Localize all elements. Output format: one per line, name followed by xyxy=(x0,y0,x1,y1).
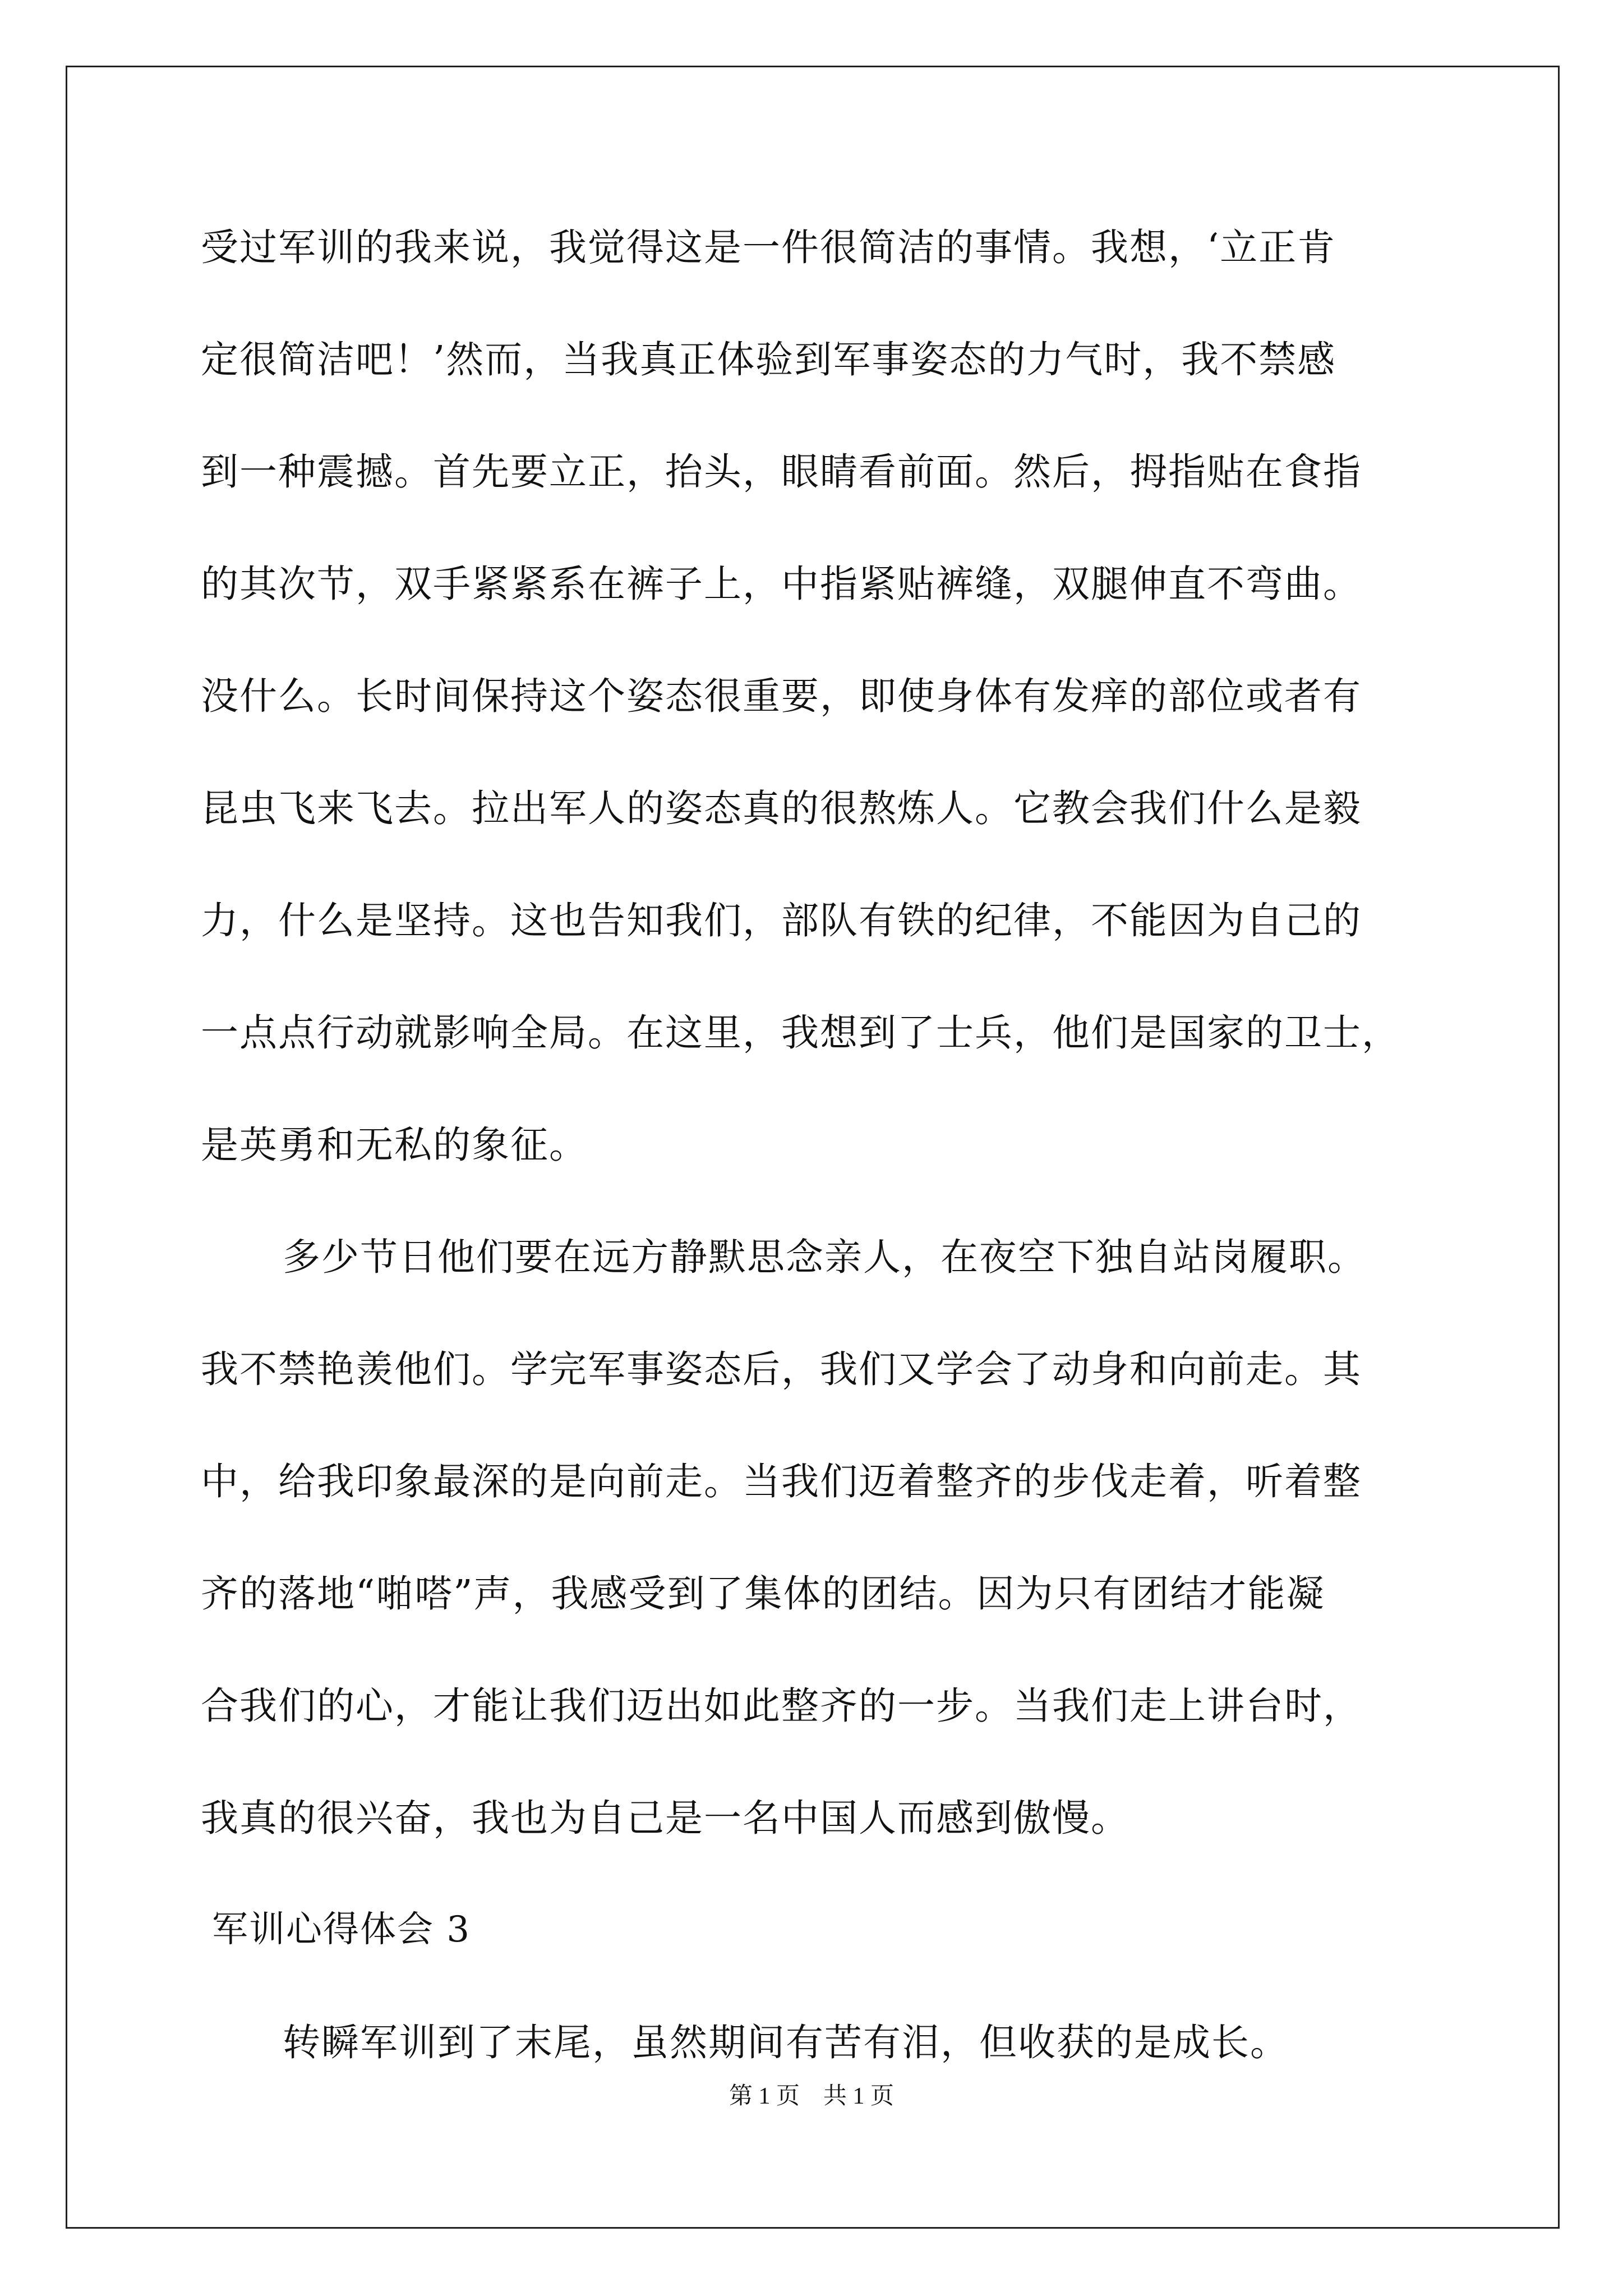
text-line-13: 齐的落地“啪嗒”声，我感受到了集体的团结。因为只有团结才能凝 xyxy=(201,1572,1325,1616)
text-line-12: 中，给我印象最深的是向前走。当我们迈着整齐的步伐走着，听着整 xyxy=(201,1460,1362,1503)
text-line-5: 没什么。长时间保持这个姿态很重要，即使身体有发痒的部位或者有 xyxy=(201,674,1362,718)
text-line-4: 的其次节，双手紧紧系在裤子上，中指紧贴裤缝，双腿伸直不弯曲。 xyxy=(201,562,1362,606)
text-line-7: 力，什么是坚持。这也告知我们，部队有铁的纪律，不能因为自己的 xyxy=(201,899,1362,942)
text-line-17: 转瞬军训到了末尾，虽然期间有苦有泪，但收获的是成长。 xyxy=(283,2021,1289,2064)
text-line-1: 受过军训的我来说，我觉得这是一件很简洁的事情。我想，‘立正肯 xyxy=(201,226,1336,269)
text-line-2: 定很简洁吧！’然而，当我真正体验到军事姿态的力气时，我不禁感 xyxy=(201,338,1336,381)
text-line-14: 合我们的心，才能让我们迈出如此整齐的一步。当我们走上讲台时， xyxy=(201,1684,1362,1728)
text-line-9: 是英勇和无私的象征。 xyxy=(201,1123,588,1167)
text-line-6: 昆虫飞来飞去。拉出军人的姿态真的很熬炼人。它教会我们什么是毅 xyxy=(201,786,1362,830)
section-heading: 军训心得体会 3 xyxy=(212,1909,471,1950)
text-line-10: 多少节日他们要在远方静默思念亲人，在夜空下独自站岗履职。 xyxy=(283,1235,1366,1279)
page-footer: 第 1 页 共 1 页 xyxy=(728,2083,894,2109)
text-line-11: 我不禁艳羡他们。学完军事姿态后，我们又学会了动身和向前走。其 xyxy=(201,1347,1362,1391)
text-line-8: 一点点行动就影响全局。在这里，我想到了士兵，他们是国家的卫士， xyxy=(201,1011,1400,1055)
text-line-3: 到一种震撼。首先要立正，抬头，眼睛看前面。然后，拇指贴在食指 xyxy=(201,450,1362,494)
text-line-15: 我真的很兴奋，我也为自己是一名中国人而感到傲慢。 xyxy=(201,1796,1129,1840)
